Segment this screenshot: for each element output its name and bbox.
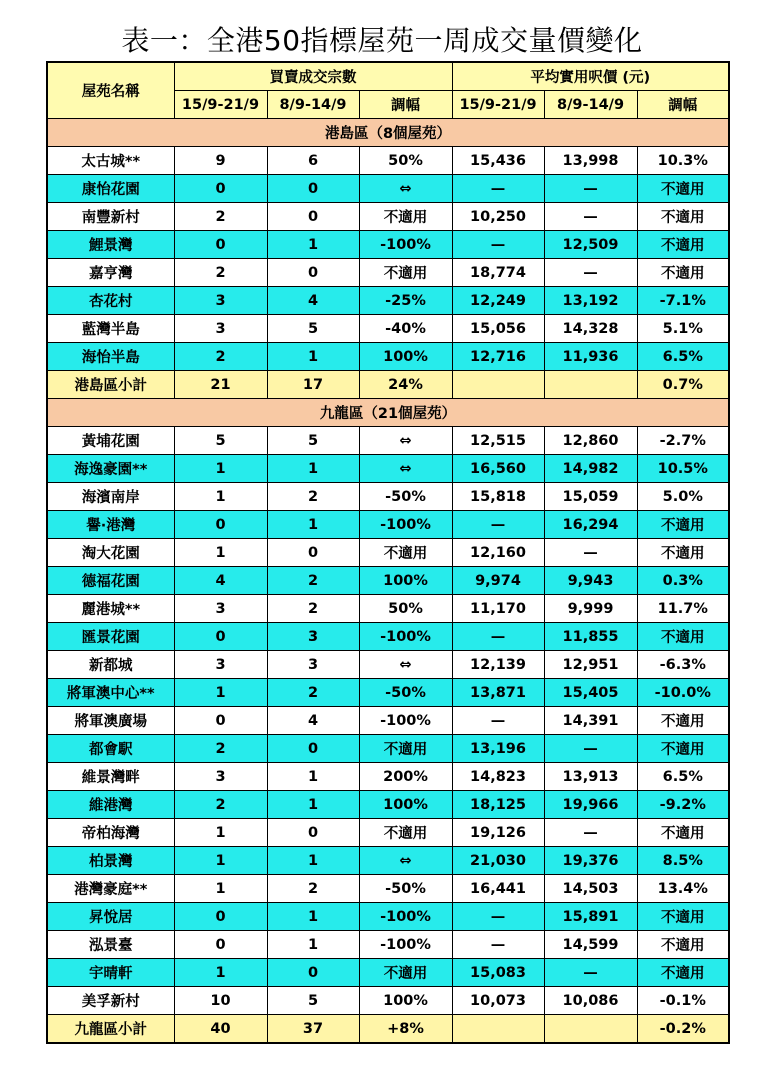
estate-name-cell: 泓景臺 — [47, 931, 174, 959]
price-change-cell: 5.1% — [637, 315, 729, 343]
volume-week1-cell: 1 — [174, 875, 267, 903]
price-week1-cell: — — [452, 511, 544, 539]
price-week1-cell: — — [452, 903, 544, 931]
estate-name-cell: 海逸豪園** — [47, 455, 174, 483]
volume-change-cell: 100% — [359, 987, 452, 1015]
section-label: 九龍區（21個屋苑） — [47, 399, 729, 427]
price-change-cell: -7.1% — [637, 287, 729, 315]
volume-week2-cell: 0 — [267, 735, 359, 763]
volume-week1-cell: 2 — [174, 791, 267, 819]
price-change-cell: 不適用 — [637, 931, 729, 959]
table-row — [47, 959, 729, 987]
price-week2-cell: 15,405 — [544, 679, 637, 707]
price-week1-cell: 10,073 — [452, 987, 544, 1015]
estate-name-cell: 海怡半島 — [47, 343, 174, 371]
volume-change-cell: 不適用 — [359, 539, 452, 567]
volume-week1-cell: 1 — [174, 959, 267, 987]
subtotal-volume-week1-cell: 21 — [174, 371, 267, 399]
volume-change-cell: 不適用 — [359, 819, 452, 847]
volume-week2-cell: 2 — [267, 679, 359, 707]
table-row — [47, 651, 729, 679]
price-week1-cell: — — [452, 931, 544, 959]
subtotal-volume-change-cell: +8% — [359, 1015, 452, 1044]
estate-name-cell: 鯉景灣 — [47, 231, 174, 259]
price-week2-cell: — — [544, 203, 637, 231]
price-change-cell: -2.7% — [637, 427, 729, 455]
estate-name-cell: 美孚新村 — [47, 987, 174, 1015]
subtotal-price-week1-cell — [452, 1015, 544, 1044]
price-week2-cell: 10,086 — [544, 987, 637, 1015]
price-change-cell: 不適用 — [637, 819, 729, 847]
price-change-cell: 8.5% — [637, 847, 729, 875]
estate-name-cell: 都會駅 — [47, 735, 174, 763]
volume-week2-cell: 2 — [267, 595, 359, 623]
estate-name-cell: 港灣豪庭** — [47, 875, 174, 903]
volume-change-cell: 不適用 — [359, 735, 452, 763]
volume-week2-cell: 4 — [267, 287, 359, 315]
price-week2-cell: 11,936 — [544, 343, 637, 371]
estate-name-cell: 譽·港灣 — [47, 511, 174, 539]
estate-name-cell: 將軍澳廣場 — [47, 707, 174, 735]
price-week1-cell: 15,083 — [452, 959, 544, 987]
price-week1-cell: — — [452, 175, 544, 203]
volume-week2-cell: 2 — [267, 483, 359, 511]
volume-week1-cell: 0 — [174, 511, 267, 539]
volume-change-cell: -100% — [359, 511, 452, 539]
price-change-cell: 不適用 — [637, 959, 729, 987]
volume-week1-cell: 9 — [174, 147, 267, 175]
table-row — [47, 231, 729, 259]
volume-change-cell: -50% — [359, 483, 452, 511]
table-row — [47, 483, 729, 511]
subtotal-estate-name-cell: 九龍區小計 — [47, 1015, 174, 1044]
volume-change-cell: 100% — [359, 791, 452, 819]
table-row — [47, 623, 729, 651]
price-change-cell: 不適用 — [637, 259, 729, 287]
volume-change-cell: ⇔ — [359, 175, 452, 203]
volume-week2-cell: 1 — [267, 511, 359, 539]
volume-week2-cell: 3 — [267, 651, 359, 679]
estate-name-cell: 宇晴軒 — [47, 959, 174, 987]
price-week2-cell: — — [544, 819, 637, 847]
price-change-cell: 10.5% — [637, 455, 729, 483]
table-row — [47, 595, 729, 623]
price-week2-cell: 12,860 — [544, 427, 637, 455]
table-row — [47, 203, 729, 231]
volume-week1-cell: 3 — [174, 315, 267, 343]
volume-change-cell: 不適用 — [359, 203, 452, 231]
price-week1-cell: 16,441 — [452, 875, 544, 903]
price-change-cell: 不適用 — [637, 175, 729, 203]
price-change-cell: 不適用 — [637, 623, 729, 651]
volume-change-cell: 不適用 — [359, 959, 452, 987]
price-week2-cell: 12,509 — [544, 231, 637, 259]
volume-change-cell: 200% — [359, 763, 452, 791]
table-row — [47, 847, 729, 875]
volume-change-cell: -25% — [359, 287, 452, 315]
volume-week1-cell: 5 — [174, 427, 267, 455]
volume-change-cell: ⇔ — [359, 651, 452, 679]
subtotal-price-change-cell: 0.7% — [637, 371, 729, 399]
price-week1-cell: 13,196 — [452, 735, 544, 763]
subtotal-volume-week2-cell: 17 — [267, 371, 359, 399]
volume-week1-cell: 3 — [174, 763, 267, 791]
price-week1-cell: 12,515 — [452, 427, 544, 455]
price-change-cell: 6.5% — [637, 763, 729, 791]
volume-week2-cell: 1 — [267, 903, 359, 931]
estate-name-cell: 海濱南岸 — [47, 483, 174, 511]
estate-name-cell: 匯景花園 — [47, 623, 174, 651]
price-week1-cell: — — [452, 623, 544, 651]
volume-group-header: 買賣成交宗數 — [174, 62, 452, 91]
volume-week1-header: 15/9-21/9 — [174, 91, 267, 119]
price-week2-cell: 13,913 — [544, 763, 637, 791]
volume-week1-cell: 1 — [174, 483, 267, 511]
price-week2-cell: 14,328 — [544, 315, 637, 343]
volume-week2-cell: 0 — [267, 959, 359, 987]
table-row — [47, 287, 729, 315]
price-week2-cell: — — [544, 539, 637, 567]
price-week1-cell: 12,139 — [452, 651, 544, 679]
price-change-cell: 不適用 — [637, 511, 729, 539]
volume-week2-cell: 3 — [267, 623, 359, 651]
price-week1-cell: 11,170 — [452, 595, 544, 623]
transaction-table — [46, 61, 730, 1044]
price-change-cell: 6.5% — [637, 343, 729, 371]
volume-week1-cell: 1 — [174, 847, 267, 875]
volume-change-cell: -100% — [359, 707, 452, 735]
price-week2-cell: 12,951 — [544, 651, 637, 679]
price-week2-cell: 14,391 — [544, 707, 637, 735]
volume-change-cell: -50% — [359, 875, 452, 903]
price-change-cell: 不適用 — [637, 203, 729, 231]
price-change-cell: 5.0% — [637, 483, 729, 511]
section-label: 港島區（8個屋苑） — [47, 119, 729, 147]
subtotal-volume-week2-cell: 37 — [267, 1015, 359, 1044]
volume-week2-cell: 1 — [267, 931, 359, 959]
table-row — [47, 791, 729, 819]
price-week2-header: 8/9-14/9 — [544, 91, 637, 119]
table-row — [47, 931, 729, 959]
volume-change-cell: 100% — [359, 567, 452, 595]
volume-week2-cell: 6 — [267, 147, 359, 175]
price-week2-cell: 14,503 — [544, 875, 637, 903]
volume-week2-cell: 5 — [267, 987, 359, 1015]
table-row — [47, 707, 729, 735]
volume-week2-cell: 1 — [267, 343, 359, 371]
volume-change-cell: ⇔ — [359, 455, 452, 483]
estate-name-cell: 康怡花園 — [47, 175, 174, 203]
volume-week2-cell: 0 — [267, 819, 359, 847]
table-row — [47, 259, 729, 287]
price-week1-cell: 12,249 — [452, 287, 544, 315]
price-change-cell: 不適用 — [637, 231, 729, 259]
table-row — [47, 567, 729, 595]
volume-week2-cell: 1 — [267, 791, 359, 819]
price-week1-cell: — — [452, 231, 544, 259]
volume-week1-cell: 1 — [174, 679, 267, 707]
table-row — [47, 679, 729, 707]
estate-name-cell: 黃埔花園 — [47, 427, 174, 455]
volume-change-cell: 50% — [359, 147, 452, 175]
price-week2-cell: 9,943 — [544, 567, 637, 595]
price-week2-cell: 16,294 — [544, 511, 637, 539]
price-week2-cell: 13,998 — [544, 147, 637, 175]
price-week1-cell: 18,774 — [452, 259, 544, 287]
price-change-cell: 不適用 — [637, 539, 729, 567]
price-week2-cell: 19,376 — [544, 847, 637, 875]
estate-name-cell: 太古城** — [47, 147, 174, 175]
volume-week1-cell: 1 — [174, 455, 267, 483]
table-row — [47, 819, 729, 847]
price-change-cell: 不適用 — [637, 903, 729, 931]
volume-week2-cell: 0 — [267, 539, 359, 567]
estate-name-cell: 帝柏海灣 — [47, 819, 174, 847]
estate-name-cell: 南豐新村 — [47, 203, 174, 231]
volume-week1-cell: 0 — [174, 623, 267, 651]
header-row-1 — [47, 62, 729, 91]
price-week1-cell: 15,818 — [452, 483, 544, 511]
price-week1-cell: 14,823 — [452, 763, 544, 791]
volume-week2-cell: 2 — [267, 875, 359, 903]
volume-week2-cell: 2 — [267, 567, 359, 595]
table-row — [47, 455, 729, 483]
volume-week2-cell: 1 — [267, 847, 359, 875]
price-week2-cell: — — [544, 259, 637, 287]
subtotal-price-week1-cell — [452, 371, 544, 399]
volume-week1-cell: 2 — [174, 343, 267, 371]
volume-week1-cell: 2 — [174, 203, 267, 231]
subtotal-estate-name-cell: 港島區小計 — [47, 371, 174, 399]
volume-change-cell: ⇔ — [359, 427, 452, 455]
price-week1-cell: 12,160 — [452, 539, 544, 567]
subtotal-row — [47, 1015, 729, 1044]
price-change-cell: 10.3% — [637, 147, 729, 175]
volume-week1-cell: 1 — [174, 819, 267, 847]
price-week1-cell: 9,974 — [452, 567, 544, 595]
volume-week2-header: 8/9-14/9 — [267, 91, 359, 119]
price-week1-cell: 15,056 — [452, 315, 544, 343]
section-header-row — [47, 119, 729, 147]
table-row — [47, 539, 729, 567]
table-row — [47, 903, 729, 931]
price-week2-cell: 15,891 — [544, 903, 637, 931]
estate-name-cell: 淘大花園 — [47, 539, 174, 567]
volume-week1-cell: 0 — [174, 175, 267, 203]
volume-week1-cell: 0 — [174, 903, 267, 931]
volume-week2-cell: 0 — [267, 203, 359, 231]
table-row — [47, 511, 729, 539]
price-week2-cell: 19,966 — [544, 791, 637, 819]
table-title: 表一：全港50指標屋苑一周成交量價變化 — [121, 24, 643, 57]
volume-week1-cell: 0 — [174, 231, 267, 259]
subtotal-volume-change-cell: 24% — [359, 371, 452, 399]
volume-week2-cell: 0 — [267, 175, 359, 203]
volume-week1-cell: 0 — [174, 931, 267, 959]
table-row — [47, 315, 729, 343]
volume-week1-cell: 10 — [174, 987, 267, 1015]
estate-name-cell: 杏花村 — [47, 287, 174, 315]
price-week2-cell: 9,999 — [544, 595, 637, 623]
volume-week2-cell: 1 — [267, 455, 359, 483]
volume-change-cell: -40% — [359, 315, 452, 343]
table-row — [47, 427, 729, 455]
volume-week2-cell: 0 — [267, 259, 359, 287]
price-week2-cell: 13,192 — [544, 287, 637, 315]
volume-change-cell: -100% — [359, 931, 452, 959]
price-change-cell: -10.0% — [637, 679, 729, 707]
volume-week2-cell: 1 — [267, 231, 359, 259]
price-week1-cell: 15,436 — [452, 147, 544, 175]
volume-change-cell: 不適用 — [359, 259, 452, 287]
price-week1-header: 15/9-21/9 — [452, 91, 544, 119]
estate-name-cell: 藍灣半島 — [47, 315, 174, 343]
subtotal-price-week2-cell — [544, 1015, 637, 1044]
price-week1-cell: 21,030 — [452, 847, 544, 875]
estate-name-cell: 麗港城** — [47, 595, 174, 623]
volume-change-cell: -50% — [359, 679, 452, 707]
price-change-cell: 不適用 — [637, 707, 729, 735]
price-change-cell: 不適用 — [637, 735, 729, 763]
volume-week2-cell: 5 — [267, 427, 359, 455]
estate-name-cell: 柏景灣 — [47, 847, 174, 875]
volume-week2-cell: 1 — [267, 763, 359, 791]
price-change-cell: -0.1% — [637, 987, 729, 1015]
table-row — [47, 987, 729, 1015]
volume-week1-cell: 2 — [174, 735, 267, 763]
volume-week1-cell: 2 — [174, 259, 267, 287]
price-change-cell: 13.4% — [637, 875, 729, 903]
table-row — [47, 343, 729, 371]
volume-week1-cell: 4 — [174, 567, 267, 595]
price-week2-cell: 14,982 — [544, 455, 637, 483]
table-row — [47, 735, 729, 763]
volume-change-cell: -100% — [359, 903, 452, 931]
price-week1-cell: — — [452, 707, 544, 735]
subtotal-volume-week1-cell: 40 — [174, 1015, 267, 1044]
price-change-cell: 11.7% — [637, 595, 729, 623]
price-week1-cell: 16,560 — [452, 455, 544, 483]
price-week1-cell: 12,716 — [452, 343, 544, 371]
volume-change-cell: -100% — [359, 231, 452, 259]
subtotal-row — [47, 371, 729, 399]
table-row — [47, 175, 729, 203]
volume-change-cell: 100% — [359, 343, 452, 371]
table-row — [47, 875, 729, 903]
volume-week1-cell: 1 — [174, 539, 267, 567]
volume-change-header: 調幅 — [359, 91, 452, 119]
price-week2-cell: — — [544, 735, 637, 763]
volume-week1-cell: 0 — [174, 707, 267, 735]
price-change-cell: -6.3% — [637, 651, 729, 679]
section-header-row — [47, 399, 729, 427]
price-week1-cell: 10,250 — [452, 203, 544, 231]
estate-name-cell: 維港灣 — [47, 791, 174, 819]
estate-name-cell: 德福花園 — [47, 567, 174, 595]
price-week2-cell: — — [544, 175, 637, 203]
price-week2-cell: 15,059 — [544, 483, 637, 511]
volume-week1-cell: 3 — [174, 287, 267, 315]
volume-week1-cell: 3 — [174, 595, 267, 623]
price-change-cell: -9.2% — [637, 791, 729, 819]
price-change-header: 調幅 — [637, 91, 729, 119]
subtotal-price-change-cell: -0.2% — [637, 1015, 729, 1044]
estate-name-cell: 將軍澳中心** — [47, 679, 174, 707]
price-group-header: 平均實用呎價 (元) — [452, 62, 729, 91]
volume-change-cell: -100% — [359, 623, 452, 651]
subtotal-price-week2-cell — [544, 371, 637, 399]
table-row — [47, 763, 729, 791]
volume-change-cell: 50% — [359, 595, 452, 623]
price-week2-cell: — — [544, 959, 637, 987]
estate-name-header: 屋苑名稱 — [47, 62, 174, 119]
price-week1-cell: 19,126 — [452, 819, 544, 847]
price-week2-cell: 11,855 — [544, 623, 637, 651]
volume-change-cell: ⇔ — [359, 847, 452, 875]
table-row — [47, 147, 729, 175]
estate-name-cell: 昇悅居 — [47, 903, 174, 931]
volume-week2-cell: 4 — [267, 707, 359, 735]
estate-name-cell: 新都城 — [47, 651, 174, 679]
price-week1-cell: 18,125 — [452, 791, 544, 819]
price-change-cell: 0.3% — [637, 567, 729, 595]
estate-name-cell: 維景灣畔 — [47, 763, 174, 791]
estate-name-cell: 嘉亨灣 — [47, 259, 174, 287]
volume-week2-cell: 5 — [267, 315, 359, 343]
price-week2-cell: 14,599 — [544, 931, 637, 959]
volume-week1-cell: 3 — [174, 651, 267, 679]
price-week1-cell: 13,871 — [452, 679, 544, 707]
